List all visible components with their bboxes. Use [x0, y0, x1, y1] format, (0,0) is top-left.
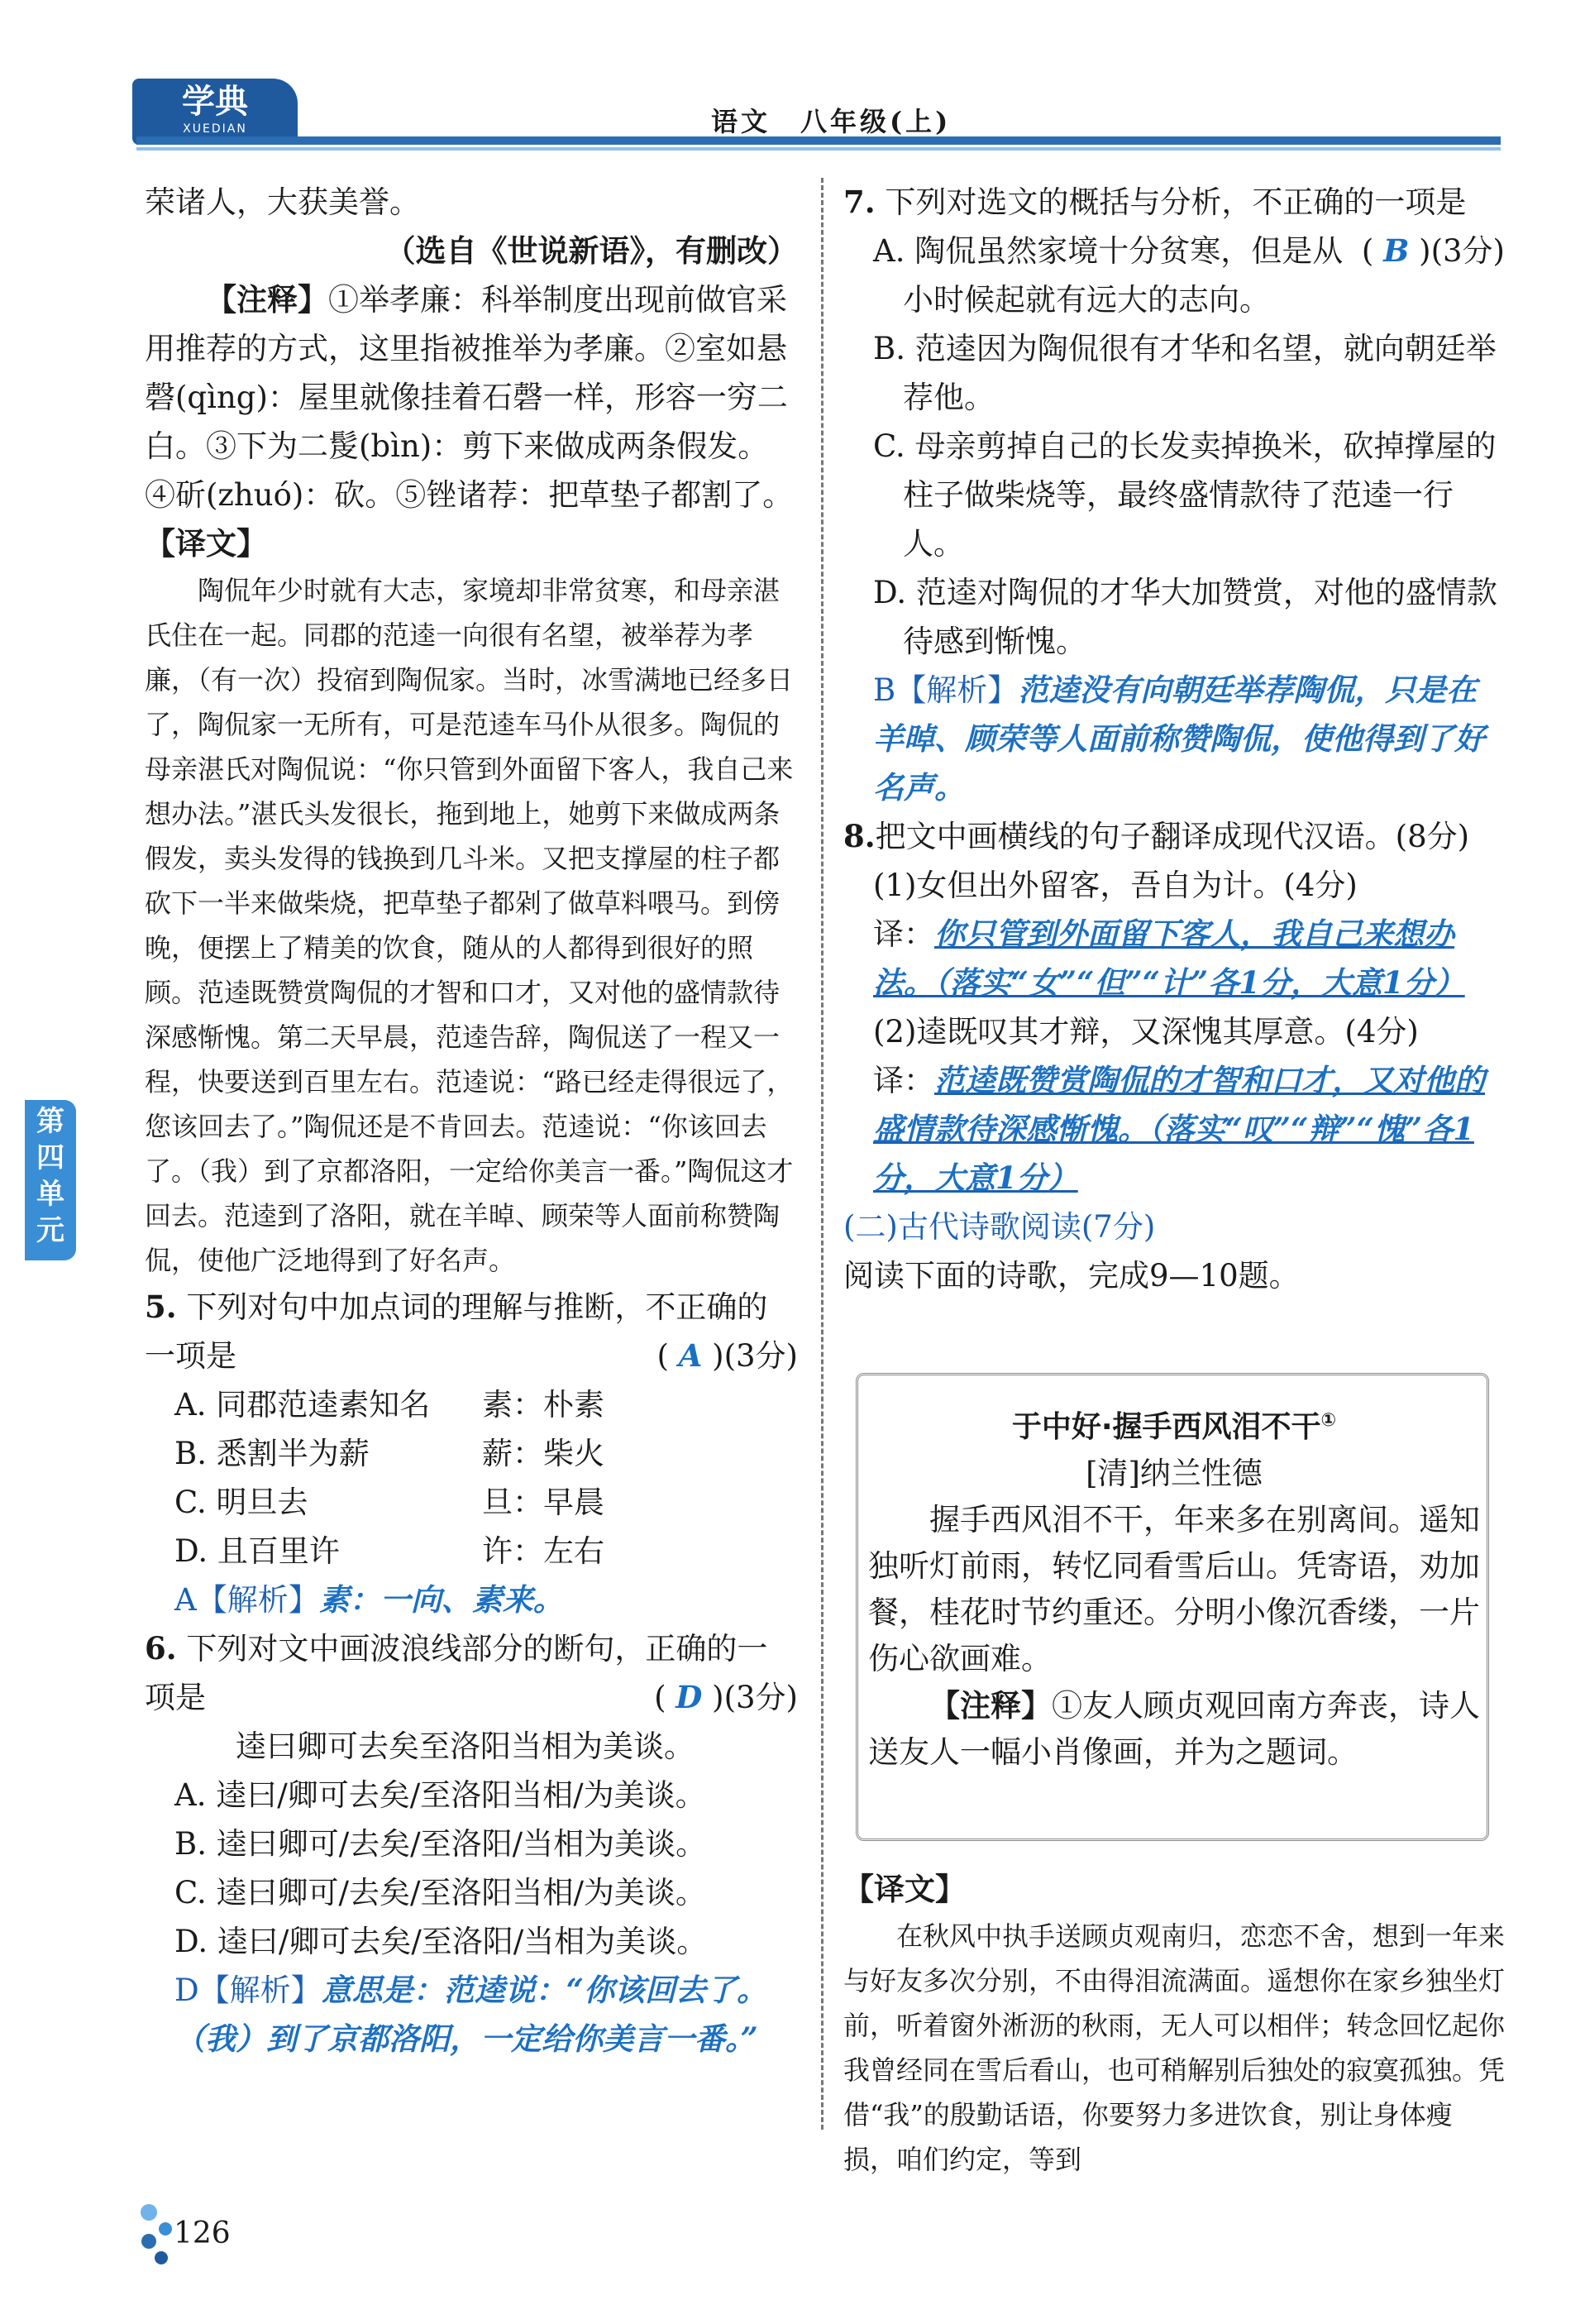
question-5 [145, 1283, 798, 1380]
analysis-prefix: A【解析】 [174, 1582, 319, 1618]
translation-answer: 范逵既赞赏陶侃的才智和口才，又对他的盛情款待深感惭愧。（落实“叹”“辩”“愧”各1分，大意1分） [873, 1062, 1485, 1196]
poem [868, 1398, 1480, 1776]
poem-title-note: ① [1320, 1410, 1337, 1431]
poem-title-text: 于中好·握手西风泪不干 [1011, 1410, 1321, 1444]
question-score: (3分) [1430, 233, 1505, 269]
translation-2 [843, 1056, 1505, 1203]
wavy-sentence: 逵曰卿可去矣至洛阳当相为美谈。 [236, 1729, 695, 1764]
question-score: (3分) [723, 1338, 798, 1374]
poem-note-text: ①友人顾贞观回南方奔丧，诗人送友人一幅小肖像画，并为之题词。 [868, 1688, 1480, 1770]
header-stripe [136, 147, 1501, 151]
analysis-text: 素：一向、素来。 [318, 1581, 564, 1618]
option-gloss: 旦：早晨 [482, 1485, 604, 1520]
translation-text: 陶侃年少时就有大志，家境却非常贫寒，和母亲湛氏住在一起。同郡的范逵一向很有名望，被举荐为孝廉，（有一次）投宿到陶侃家。当时，冰雪满地已经多日了，陶侃家一无所有，可是范逵车马仆从很多。陶侃的母亲湛氏对陶侃说：“你只管到外面留下客人，我自己来想办法。”湛氏头发很长，拖到地上，她剪下来做成两条假发，卖头发得的钱换到几斗米。又把支撑屋的柱子都砍下一半来做柴烧，把草垫子都剁了做草料喂马。到傍晚，便摆上了精美的饮食，随从的人都得到很好的照顾。范逵既赞赏陶侃的才智和口才，又对他的盛情款待深感惭愧。第二天早晨，范逵告辞，陶侃送了一程又一程，快要送到百里左右。范逵说：“路已经走得很远了，您该回去了。”陶侃还是不肯回去。范逵说：“你该回去了。（我）到了京都洛阳，一定给你美言一番。”陶侃这才回去。范逵到了洛阳，就在羊晫、顾荣等人面前称赞陶侃，使他广泛地得到了好名声。 [145, 575, 794, 1276]
section-heading: (二)古代诗歌阅读(7分) [843, 1209, 1156, 1245]
decorative-hexagons [136, 2200, 178, 2266]
column-divider [821, 178, 824, 2130]
option-gloss: 素：朴素 [482, 1387, 604, 1423]
option-a: A. 陶侃虽然家境十分贫寒，但是从小时候起就有远大的志向。 [873, 233, 1344, 318]
analysis-prefix: B【解析】 [873, 672, 1019, 708]
unit-side-tab: 第四单元 [25, 1100, 76, 1260]
question-number: 5. [145, 1289, 177, 1325]
option-gloss: 薪：柴火 [482, 1436, 604, 1471]
subject-grade: 语文 八年级(上) [711, 106, 952, 137]
option-d: D. 范逵对陶侃的才华大加赞赏，对他的盛情款待感到惭愧。 [873, 575, 1497, 659]
option-c: C. 逵曰卿可/去矣/至洛阳当相/为美谈。 [174, 1875, 706, 1910]
analysis-prefix: D【解析】 [174, 1973, 322, 2008]
option-c: C. 母亲剪掉自己的长发卖掉换米，砍掉撑屋的柱子做柴烧等，最终盛情款待了范逵一行人。 [873, 428, 1497, 562]
logo-chinese: 学典 [182, 83, 248, 121]
option-row [145, 1429, 604, 1478]
analysis-7 [843, 666, 1505, 812]
option-row [145, 1527, 604, 1576]
translation-text: 在秋风中执手送顾贞观南归，恋恋不舍，想到一年来与好友多次分别，不由得泪流满面。遥想你在家乡独坐灯前，听着窗外淅沥的秋雨，无人可以相伴；转念回忆起你我曾经同在雪后看山，也可稍解别后独处的寂寞孤独。凭借“我”的殷勤话语，你要努力多进饮食，别让身体瘦损，咱们约定，等到 [843, 1920, 1506, 2175]
answer-bracket: ( D )(3分) [654, 1679, 798, 1715]
translation-label: 【译文】 [843, 1871, 966, 1907]
right-column [843, 178, 1505, 1300]
option-b: B. 范逵因为陶侃很有才华和名望，就向朝廷举荐他。 [873, 331, 1497, 415]
translation-label: 【译文】 [145, 525, 267, 562]
poem-note [868, 1682, 1480, 1776]
option-d: D. 逵曰/卿可去矣/至洛阳/当相为美谈。 [174, 1924, 708, 1959]
option-text: B. 悉割半为薪 [174, 1436, 370, 1471]
question-number: 8. [843, 818, 876, 854]
sentence-1: (1)女但出外留客，吾自为计。(4分) [873, 868, 1358, 903]
poem-author: [清]纳兰性德 [1086, 1456, 1263, 1491]
left-column [145, 178, 798, 2063]
publisher-logo [132, 79, 298, 145]
translation-answer: 你只管到外面留下客人，我自己来想办法。（落实“女”“但”“计”各1分，大意1分） [873, 916, 1465, 1001]
question-stem: 下列对选文的概括与分析，不正确的一项是 [885, 184, 1467, 220]
option-row [145, 1478, 604, 1527]
option-a: A. 逵曰/卿可去矣/至洛阳当相/为美谈。 [174, 1777, 706, 1813]
question-score: (3分) [723, 1680, 798, 1715]
page-number: 126 [174, 2216, 231, 2250]
option-row [145, 1380, 604, 1429]
analysis-text: 范逵没有向朝廷举荐陶侃，只是在羊晫、顾荣等人面前称赞陶侃，使他得到了好名声。 [873, 672, 1485, 806]
analysis-6 [145, 1966, 798, 2063]
poem-text: 握手西风泪不干，年来多在别离间。遥知独听灯前雨，转忆同看雪后山。凭寄语，劝加餐，桂花时节约重还。分明小像沉香缕，一片伤心欲画难。 [868, 1502, 1480, 1676]
answer-choice: A [678, 1337, 703, 1374]
translation-label: 译： [873, 916, 934, 952]
question-number: 7. [843, 184, 876, 220]
analysis-text: 意思是：范逵说：“你该回去了。（我）到了京都洛阳，一定给你美言一番。” [174, 1972, 767, 2057]
option-text: A. 同郡范逵素知名 [174, 1387, 431, 1423]
notes [145, 275, 798, 519]
logo-english: XUEDIAN [183, 122, 247, 136]
analysis-5 [145, 1576, 798, 1624]
passage-source: （选自《世说新语》，有删改） [384, 232, 798, 269]
poem-translation [843, 1865, 1505, 2182]
answer-choice: B [1383, 232, 1410, 269]
notes-label: 【注释】 [206, 281, 328, 318]
option-text: D. 且百里许 [174, 1533, 340, 1569]
poem-title [868, 1398, 1480, 1451]
question-7 [843, 178, 1505, 269]
notes-text: ①举孝廉：科举制度出现前做官采用推荐的方式，这里指被推举为孝廉。②室如悬磬(qìng)：屋里就像挂着石磬一样，形容一穷二白。③下为二髲(bìn)：剪下来做成两条假发。④斫(zhuó)：砍。⑤锉诸荐：把草垫子都割了。 [145, 282, 794, 513]
poem-note-label: 【注释】 [929, 1687, 1052, 1724]
question-stem: 下列对句中加点词的理解与推断，不正确的一项是 [145, 1289, 768, 1374]
answer-choice: D [676, 1679, 703, 1715]
question-8 [843, 812, 1505, 861]
option-b: B. 逵曰卿可/去矣/至洛阳/当相为美谈。 [174, 1826, 707, 1862]
passage-ending: 荣诸人，大获美誉。 [145, 184, 420, 220]
question-6 [145, 1624, 798, 1722]
translation-1 [843, 910, 1505, 1007]
section-intro: 阅读下面的诗歌，完成9—10题。 [843, 1258, 1300, 1294]
option-gloss: 许：左右 [482, 1533, 604, 1569]
question-number: 6. [145, 1630, 177, 1666]
question-stem: 把文中画横线的句子翻译成现代汉语。(8分) [875, 819, 1470, 854]
answer-bracket: ( B )(3分) [1361, 232, 1505, 269]
translation-label: 译： [873, 1063, 934, 1098]
sentence-2: (2)逵既叹其才辩，又深愧其厚意。(4分) [873, 1014, 1419, 1050]
question-stem: 下列对文中画波浪线部分的断句，正确的一项是 [145, 1631, 768, 1715]
option-text: C. 明旦去 [174, 1485, 308, 1520]
answer-bracket: ( A )(3分) [656, 1337, 798, 1374]
